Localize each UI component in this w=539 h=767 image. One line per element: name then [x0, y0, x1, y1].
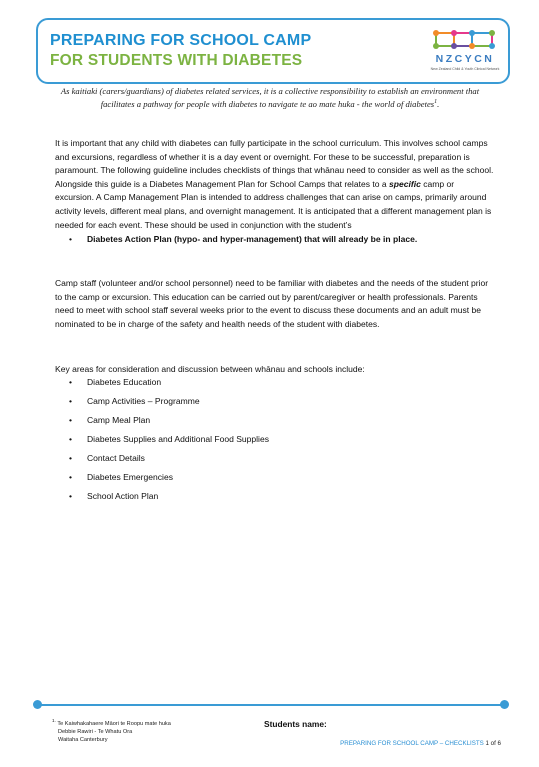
page-number: 1 of 6	[485, 740, 501, 747]
bullet-icon: •	[69, 491, 72, 501]
logo-subtitle: New Zealand Child & Youth Clinical Network	[430, 67, 500, 71]
header-box	[36, 18, 510, 84]
intro-end: .	[437, 98, 440, 109]
intro-text: As kaitiaki (carers/guardians) of diabetes related services, it is a collective responsibility to establish an environment that facilitates a pathway for people with diabetes to navigate te ao mate huka - the world of diabetes	[60, 86, 480, 109]
list-item: • School Action Plan	[55, 490, 355, 509]
footnote	[52, 717, 171, 744]
footnote-line-2: Debbie Rawiri - Te Whatu Ora	[58, 728, 133, 735]
footnote-line-1: Te Kaiwhakahaere Māori te Roopu mate huka	[57, 720, 171, 727]
bullet-icon: •	[69, 396, 72, 406]
title-line-2: FOR STUDENTS WITH DIABETES	[50, 52, 303, 69]
action-plan-text: Diabetes Action Plan (hypo- and hyper-management) that will already be in place.	[87, 234, 418, 245]
list-item: • Camp Activities – Programme	[55, 395, 355, 414]
paragraph-1-part-2: camp or excursion. A Camp Management Plan is intended to address challenges that can arise on camps, primarily around activity levels, different meal plans, and overnight management. It is anticipated that a different management plan is needed for each event. These should be used in conjunction with the student’s	[55, 178, 492, 230]
paragraph-3: Key areas for consideration and discussion between whānau and schools include:	[55, 364, 365, 374]
bullet-icon: •	[69, 434, 72, 444]
title-line-1: PREPARING FOR SCHOOL CAMP	[50, 32, 312, 49]
list-item: • Diabetes Supplies and Additional Food Supplies	[55, 433, 355, 452]
list-item: • Contact Details	[55, 452, 355, 471]
footnote-marker: 1.	[52, 718, 56, 723]
footer-line-end-dot	[500, 700, 509, 709]
paragraph-1	[55, 137, 495, 247]
footer-divider	[38, 704, 502, 706]
list-item: • Diabetes Emergencies	[55, 471, 355, 490]
logo-text: NZCYCN	[435, 53, 495, 65]
list-item: • Camp Meal Plan	[55, 414, 355, 433]
action-plan-bullet	[55, 233, 495, 247]
footnote-line-3: Waitaha Canterbury	[58, 736, 108, 743]
bullet-icon: •	[69, 415, 72, 425]
key-areas-list	[55, 376, 355, 509]
intro-statement	[44, 86, 496, 110]
page-footer	[340, 740, 501, 747]
list-item: • Diabetes Education	[55, 376, 355, 395]
students-name-label: Students name:	[264, 719, 327, 729]
paragraph-2: Camp staff (volunteer and/or school personnel) need to be familiar with diabetes and the needs of the student prior to the camp or excursion. This education can be carried out by parent/caregiver or health professionals. Parents need to meet with school staff several weeks prior to the event to discuss these documents and an adult must be nominated to be in charge of the safety and health needs of the student with diabetes.	[55, 278, 489, 329]
bullet-icon: •	[69, 453, 72, 463]
bullet-icon: •	[69, 234, 72, 245]
paragraph-1-emphasis: specific	[389, 178, 421, 189]
bullet-icon: •	[69, 472, 72, 482]
paragraph-1-part-1: It is important that any child with diabetes can fully participate in the school curriculum. This involves school camps and excursions, regardless of whether it is a day event or overnight. For these to be successful, preparation is paramount. The following guideline includes checklists of things that whānau need to consider as well as the school. Alongside this guide is a Diabetes Management Plan for School Camps that relates to a	[55, 138, 494, 189]
nzcycn-logo	[428, 28, 502, 76]
bullet-icon: •	[69, 377, 72, 387]
network-graphic-icon	[428, 28, 502, 52]
intro-footnote-marker: 1	[434, 99, 438, 105]
document-label: PREPARING FOR SCHOOL CAMP – CHECKLISTS	[340, 740, 484, 747]
